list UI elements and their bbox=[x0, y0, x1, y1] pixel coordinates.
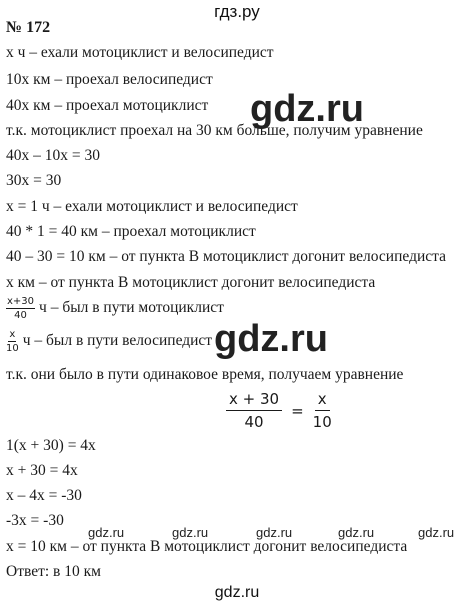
fraction-numerator: x+30 bbox=[7, 296, 35, 307]
site-footer: gdz.ru bbox=[214, 584, 260, 601]
watermark-small: gdz.ru bbox=[338, 525, 375, 540]
solution-line-2: х + 30 = 4х bbox=[6, 462, 78, 479]
equation-left-fraction bbox=[226, 390, 282, 431]
equation bbox=[226, 390, 332, 431]
watermark-small: gdz.ru bbox=[172, 525, 209, 540]
solution-line-5: х = 10 км – от пункта В мотоциклист догонит велосипедиста bbox=[6, 538, 408, 555]
text-line-2: 10х км – проехал велосипедист bbox=[6, 71, 213, 88]
text-line-1: х ч – ехали мотоциклист и велосипедист bbox=[6, 44, 274, 61]
equation-left-denominator: 40 bbox=[244, 413, 264, 431]
solution-line-3: х – 4х = -30 bbox=[6, 487, 82, 504]
equation-right-denominator: 10 bbox=[312, 413, 332, 431]
site-header: гдз.ру bbox=[214, 2, 260, 21]
text-line-8: 40 * 1 = 40 км – проехал мотоциклист bbox=[6, 223, 256, 240]
text-line-6: 30х = 30 bbox=[6, 172, 62, 189]
equation-right-numerator: x bbox=[315, 390, 330, 411]
inline-fraction bbox=[6, 295, 35, 322]
equation-left-numerator: x + 30 bbox=[226, 390, 282, 411]
text-line-7: х = 1 ч – ехали мотоциклист и велосипедист bbox=[6, 198, 298, 215]
fraction-denominator: 10 bbox=[6, 343, 19, 354]
fraction-line-text: ч – был в пути мотоциклист bbox=[39, 299, 224, 317]
text-line-9: 40 – 30 = 10 км – от пункта В мотоциклист догонит велосипедиста bbox=[6, 248, 446, 265]
solution-line-1: 1(х + 30) = 4х bbox=[6, 437, 96, 454]
watermark-small: gdz.ru bbox=[256, 525, 293, 540]
watermark-large: gdz.ru bbox=[250, 88, 364, 130]
task-number: № 172 bbox=[6, 19, 51, 36]
fraction-line-motorcyclist bbox=[6, 295, 224, 322]
text-line-4: т.к. мотоциклист проехал на 30 км больше, получим уравнение bbox=[6, 122, 423, 139]
inline-fraction bbox=[6, 328, 19, 355]
watermark-large: gdz.ru bbox=[214, 318, 328, 360]
watermark-small: gdz.ru bbox=[418, 525, 455, 540]
fraction-line-text: ч – был в пути велосипедист bbox=[22, 332, 213, 350]
equation-right-fraction bbox=[313, 390, 332, 431]
equals-sign: = bbox=[291, 401, 304, 420]
fraction-numerator: x bbox=[9, 329, 16, 340]
text-line-10: х км – от пункта В мотоциклист догонит велосипедиста bbox=[6, 274, 376, 291]
text-line-same-time: т.к. они было в пути одинаковое время, получаем уравнение bbox=[6, 366, 404, 383]
fraction-line-cyclist bbox=[6, 328, 212, 355]
text-line-5: 40х – 10х = 30 bbox=[6, 147, 100, 164]
solution-line-4: -3х = -30 bbox=[6, 512, 64, 529]
answer-line: Ответ: в 10 км bbox=[6, 563, 101, 580]
fraction-denominator: 40 bbox=[14, 310, 27, 321]
watermark-small: gdz.ru bbox=[88, 525, 125, 540]
text-line-3: 40х км – проехал мотоциклист bbox=[6, 97, 209, 114]
